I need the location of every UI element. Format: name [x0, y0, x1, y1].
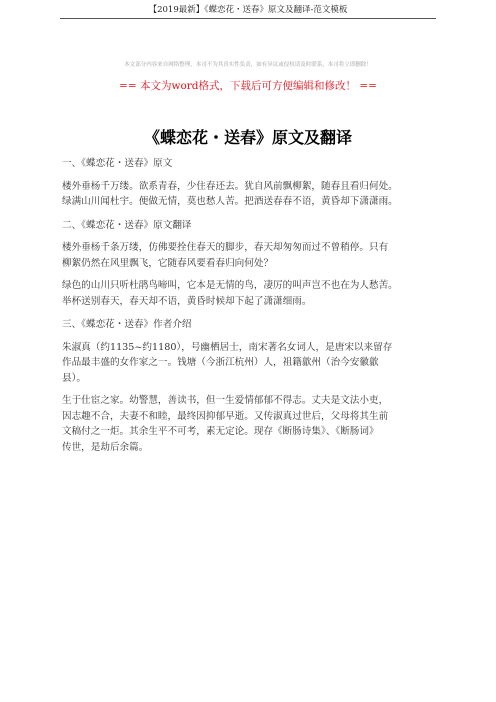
author-paragraph-1 — [62, 340, 438, 387]
text-line: 县）。 — [62, 372, 86, 384]
translation-paragraph-1 — [62, 240, 438, 271]
text-line: 作品最丰盛的女作家之一。钱塘（今浙江杭州）人，祖籍歙州（治今安徽歙 — [62, 357, 379, 368]
page-header: 【2019最新】《蝶恋花・送春》原文及翻译-范文模板 — [148, 5, 348, 15]
text-line: 文稿付之一炬。其余生平不可考，素无定论。现存《断肠诗集》、《断肠词》 — [62, 426, 379, 437]
document-title: 《蝶恋花・送春》原文及翻译 — [143, 128, 352, 147]
text-line: 传世，是劫后余篇。 — [62, 441, 149, 453]
text-line: 朱淑真（约1135~约1180），号幽栖居士，南宋著名女词人，是唐宋以来留存 — [62, 341, 393, 353]
format-notice: == 本文为word格式，下载后可方便编辑和修改！ == — [119, 80, 377, 92]
text-line: 楼外垂杨千万缕。欲系青春，少住春还去。犹自风前飘柳絮，随春且看归何处。 — [62, 180, 398, 192]
section-heading-translation: 二、《蝶恋花・送春》原文翻译 — [62, 219, 192, 231]
text-line: 柳絮仍然在风里飘飞，它随春风要看春归向何处？ — [62, 257, 274, 269]
text-line: 绿色的山川只听杜鹃鸟啼叫，它本是无情的鸟，凄厉的叫声岂不也在为人愁苦。 — [62, 280, 398, 291]
header-divider — [60, 18, 436, 19]
section-heading-author: 三、《蝶恋花・送春》作者介绍 — [62, 319, 192, 330]
text-line: 举杯送别春天，春天却不语，黄昏时候却下起了潇潇细雨。 — [62, 295, 312, 307]
text-line: 绿满山川闻杜宇。便做无情，莫也愁人苦。把酒送春春不语，黄昏却下潇潇雨。 — [62, 196, 398, 207]
original-poem-paragraph — [62, 179, 438, 210]
disclaimer-text: 本文部分内容来自网络整理，本司不为其真实性负责，如有异议或侵权请及时联系，本司将立即删除！ — [124, 62, 372, 68]
text-line: 因志趣不合，夫妻不和睦，最终因抑郁早逝。又传淑真过世后，父母将其生前 — [62, 410, 389, 422]
translation-paragraph-2 — [62, 278, 438, 309]
text-line: 楼外垂杨千条万缕，仿佛要拴住春天的脚步，春天却匆匆而过不曾稍停。只有 — [62, 242, 389, 253]
text-line: 生于仕宦之家。幼警慧，善读书，但一生爱情郁郁不得志。丈夫是文法小吏， — [62, 395, 389, 406]
section-heading-original: 一、《蝶恋花・送春》原文 — [62, 158, 173, 169]
document-body — [62, 156, 438, 455]
author-paragraph-2 — [62, 393, 438, 455]
